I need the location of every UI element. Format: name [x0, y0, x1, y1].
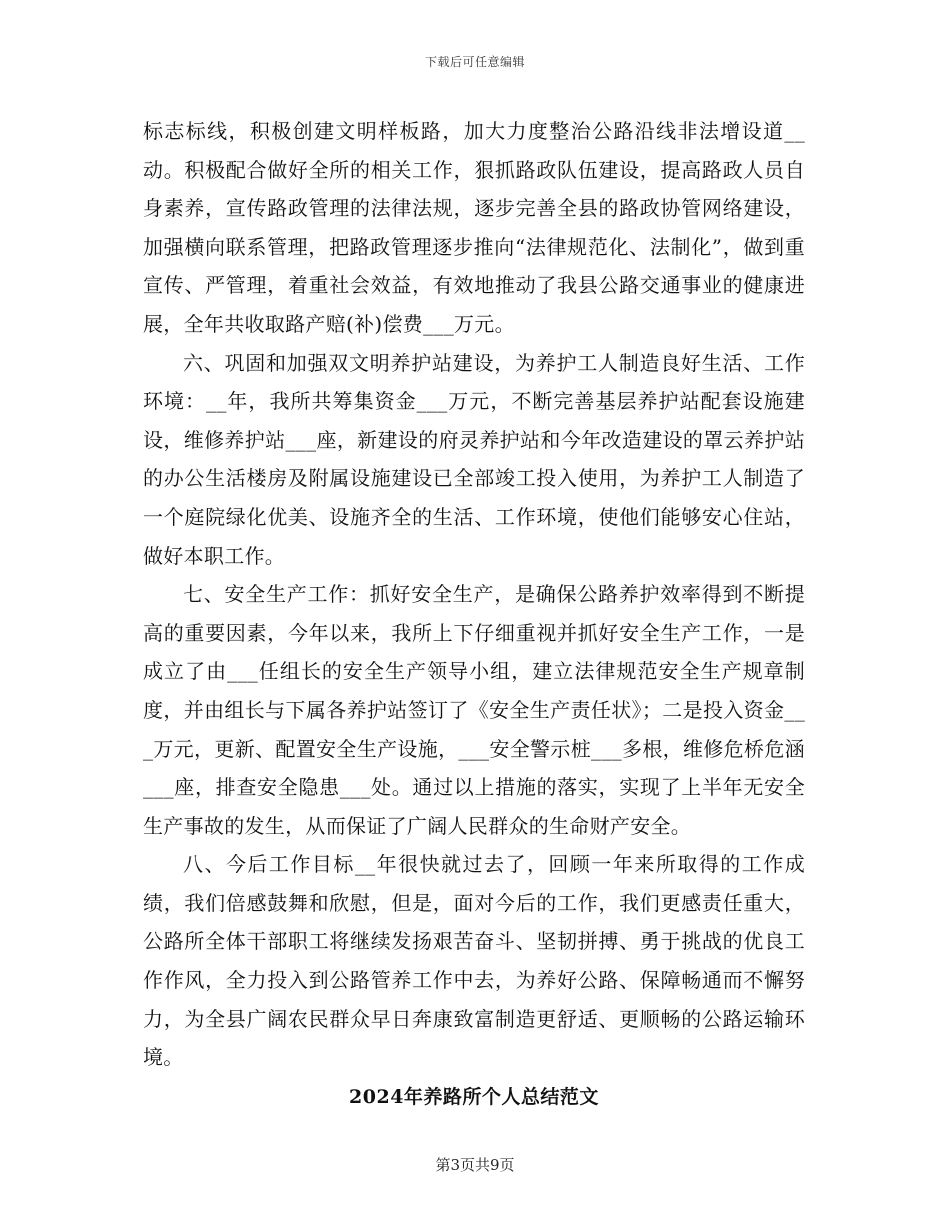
paragraph-section-six: 六、巩固和加强双文明养护站建设，为养护工人制造良好生活、工作环境：__年，我所共筹集资金___万元，不断完善基层养护站配套设施建设，维修养护站___座，新建设的府灵养护站和今年改造建设的罩云养护站的办公生活楼房及附属设施建设已全部竣工投入使用，为养护工人制造了一个庭院绿化优美、设施齐全的生活、工作环境，使他们能够安心住站，做好本职工作。 — [143, 350, 805, 568]
paragraph-section-eight: 八、今后工作目标__年很快就过去了，回顾一年来所取得的工作成绩，我们倍感鼓舞和欣慰，但是，面对今后的工作，我们更感责任重大，公路所全体干部职工将继续发扬艰苦奋斗、坚韧拼搏、勇于挑战的优良工作作风，全力投入到公路管养工作中去，为养好公路、保障畅通而不懈努力，为全县广阔农民群众早日奔康致富制造更舒适、更顺畅的公路运输环境。 — [143, 852, 805, 1070]
section-title: 2024年养路所个人总结范文 — [349, 1085, 599, 1108]
paragraph-section-seven: 七、安全生产工作：抓好安全生产，是确保公路养护效率得到不断提高的重要因素，今年以来，我所上下仔细重视并抓好安全生产工作，一是成立了由___任组长的安全生产领导小组，建立法律规范安全生产规章制度，并由组长与下属各养护站签订了《安全生产责任状》；二是投入资金___万元，更新、配置安全生产设施，___安全警示桩___多根，维修危桥危涵___座，排查安全隐患___处。通过以上措施的落实，实现了上半年无安全生产事故的发生，从而保证了广阔人民群众的生命财产安全。 — [143, 582, 805, 838]
document-body — [143, 112, 805, 1117]
page-footer: 第3页共9页 — [435, 1156, 515, 1174]
paragraph-continuation: 标志标线，积极创建文明样板路，加大力度整治公路沿线非法增设道__动。积极配合做好全所的相关工作，狠抓路政队伍建设，提高路政人员自身素养，宣传路政管理的法律法规，逐步完善全县的路政协管网络建设，加强横向联系管理，把路政管理逐步推向“法律规范化、法制化”，做到重宣传、严管理，着重社会效益，有效地推动了我县公路交通事业的健康进展，全年共收取路产赔(补)偿费___万元。 — [143, 119, 805, 336]
page-header: 下载后可任意编辑 — [424, 55, 525, 69]
